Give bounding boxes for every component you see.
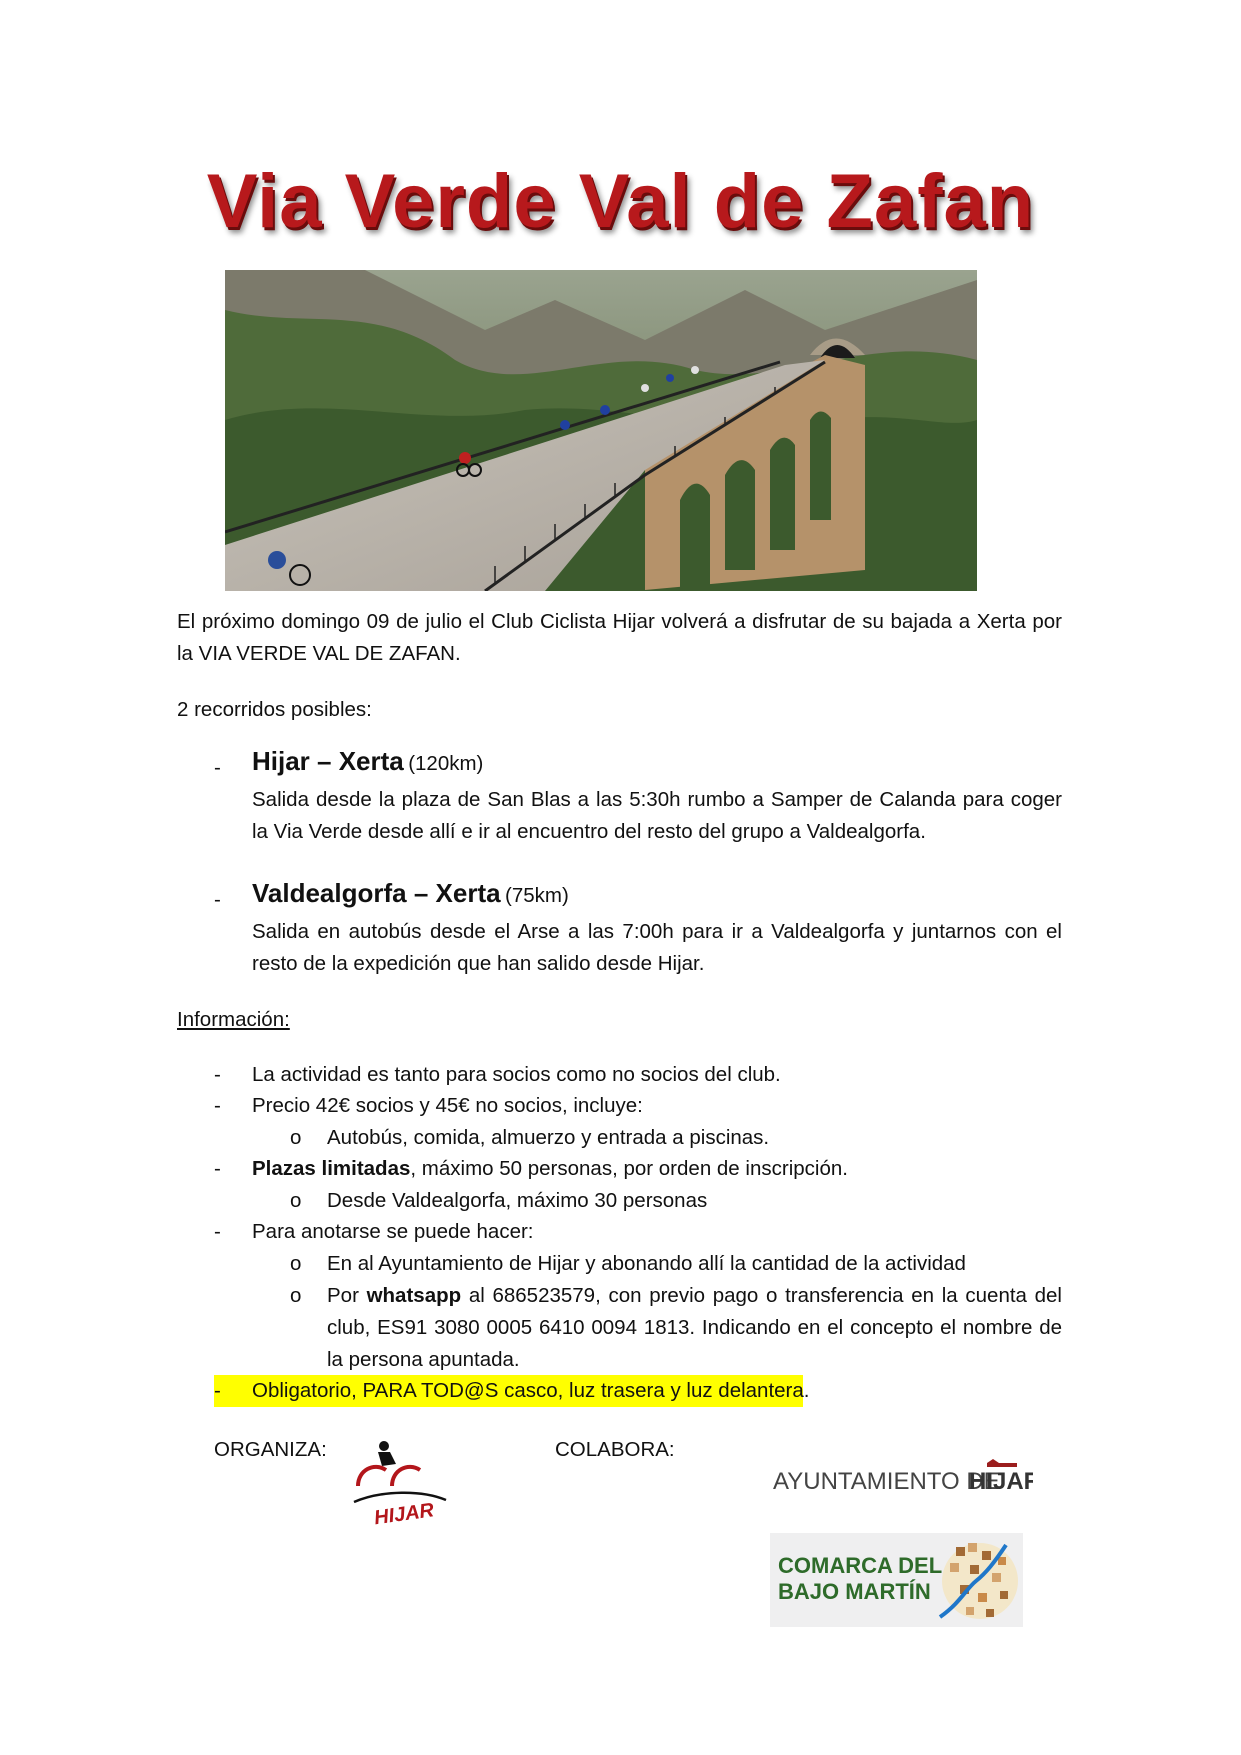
whatsapp-bold: whatsapp <box>366 1284 462 1307</box>
comarca-bajo-martin-logo <box>770 1533 1023 1627</box>
page-title: Via Verde Val de Zafan <box>206 159 1035 244</box>
colabora-label: COLABORA: <box>555 1438 675 1461</box>
route-bullet: - <box>214 888 221 911</box>
info-subitem-includes: Autobús, comida, almuerzo y entrada a piscinas. <box>327 1126 770 1149</box>
sub-bullet: o <box>290 1126 302 1149</box>
intro-paragraph: El próximo domingo 09 de julio el Club Ciclista Hijar volverá a disfrutar de su bajada a Xerta por la VIA VERDE VAL DE ZAFAN. <box>177 610 1062 665</box>
organiza-label: ORGANIZA: <box>214 1438 327 1461</box>
ayuntamiento-text: AYUNTAMIENTO DE <box>773 1468 1000 1495</box>
sub-bullet: o <box>290 1284 302 1307</box>
route-distance: (75km) <box>505 884 569 907</box>
info-subitem-ayuntamiento: En al Ayuntamiento de Hijar y abonando allí la cantidad de la actividad <box>327 1252 966 1275</box>
info-item-signup: Para anotarse se puede hacer: <box>252 1220 534 1243</box>
sub-bullet: o <box>290 1252 302 1275</box>
whatsapp-pre: Por <box>327 1284 367 1307</box>
info-item-activity: La actividad es tanto para socios como no socios del club. <box>252 1063 781 1086</box>
route-title <box>252 878 1062 912</box>
route-name: Hijar – Xerta <box>252 746 404 776</box>
route-description: Salida en autobús desde el Arse a las 7:00h para ir a Valdealgorfa y juntarnos con el resto de la expedición que han salido desde Hijar. <box>252 920 1062 975</box>
route-title <box>252 746 1062 780</box>
bridge-photo <box>225 270 977 591</box>
places-text: , máximo 50 personas, por orden de inscripción. <box>410 1157 848 1180</box>
route-description: Salida desde la plaza de San Blas a las 5:30h rumbo a Samper de Calanda para coger la Via Verde desde allí e ir al encuentro del resto del grupo a Valdealgorfa. <box>252 788 1062 843</box>
route-bullet: - <box>214 756 221 779</box>
info-bullet: - <box>214 1157 221 1180</box>
club-ciclista-hijar-logo <box>352 1440 452 1528</box>
info-heading: Información: <box>177 1008 290 1031</box>
info-item-places <box>252 1153 1062 1185</box>
info-bullet: - <box>214 1220 221 1243</box>
route-distance: (120km) <box>408 752 484 775</box>
club-logo-text: HIJAR <box>372 1499 436 1528</box>
route-name: Valdealgorfa – Xerta <box>252 878 501 908</box>
info-bullet: - <box>214 1063 221 1086</box>
routes-heading: 2 recorridos posibles: <box>177 698 372 721</box>
comarca-line1: COMARCA DEL <box>778 1553 943 1578</box>
places-bold: Plazas limitadas <box>252 1157 411 1180</box>
comarca-line2: BAJO MARTÍN <box>778 1579 931 1604</box>
ayuntamiento-hijar-logo <box>773 1455 1033 1495</box>
ayuntamiento-bold-text: HIJAR <box>969 1468 1033 1495</box>
info-bullet: - <box>214 1094 221 1117</box>
info-subitem-valdealgorfa: Desde Valdealgorfa, máximo 30 personas <box>327 1189 708 1212</box>
whatsapp-rest: al 686523579, con previo pago o transferencia en la cuenta del club, ES91 3080 0005 6410 0094 1813. Indicando en el concepto el nombre de la persona apuntada. <box>327 1284 1062 1371</box>
info-item-price: Precio 42€ socios y 45€ no socios, incluye: <box>252 1094 643 1117</box>
info-subitem-whatsapp <box>327 1280 1062 1376</box>
info-item-mandatory: Obligatorio, PARA TOD@S casco, luz trasera y luz delantera. <box>252 1379 810 1402</box>
sub-bullet: o <box>290 1189 302 1212</box>
info-bullet: - <box>214 1379 221 1402</box>
